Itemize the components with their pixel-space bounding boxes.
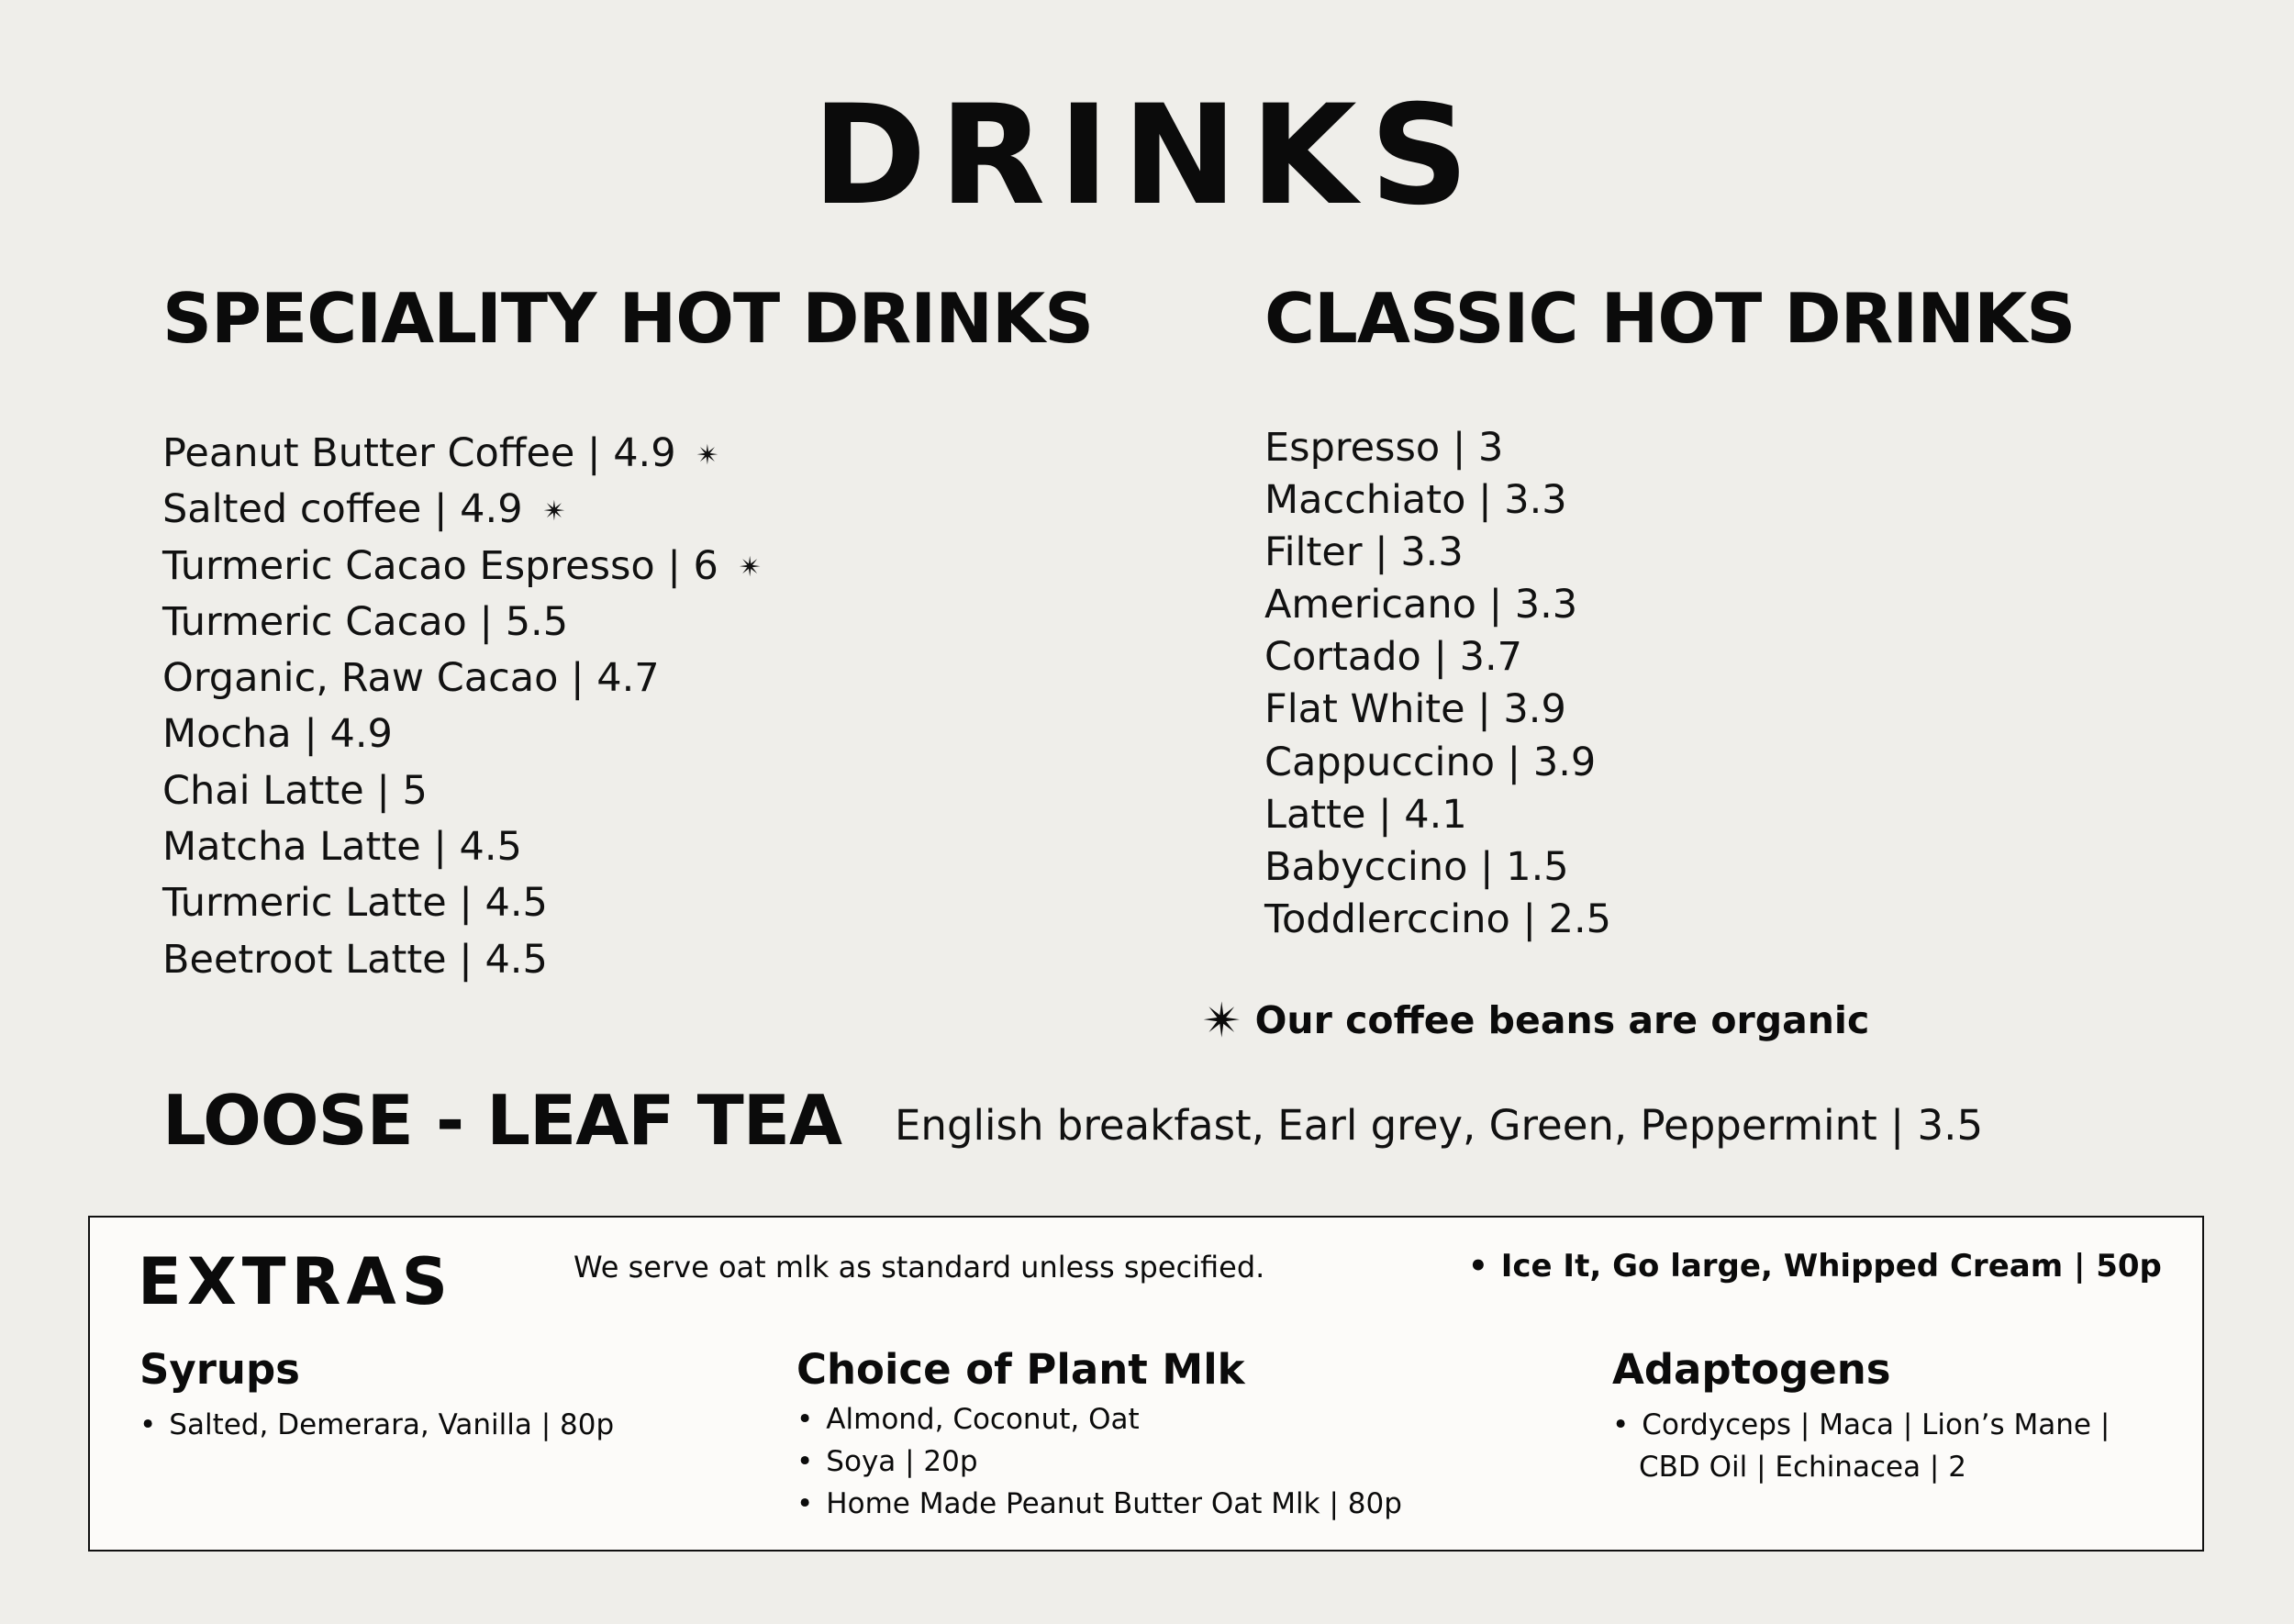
menu-item [162, 651, 762, 706]
menu-item [162, 763, 762, 819]
extras-heading: EXTRAS [138, 1244, 454, 1319]
menu-item-label: Chai Latte | 5 [162, 767, 428, 814]
list-item: • Home Made Peanut Butter Oat Mlk | 80p [796, 1483, 1402, 1525]
extras-top-bullet: • Ice It, Go large, Whipped Cream | 50p [1468, 1248, 2162, 1285]
tea-items: English breakfast, Earl grey, Green, Peppermint | 3.5 [895, 1101, 1984, 1150]
plant-milk-heading: Choice of Plant Mlk [796, 1345, 1245, 1394]
menu-item-label: Turmeric Cacao Espresso | 6 [162, 542, 718, 589]
tea-heading: LOOSE - LEAF TEA [162, 1080, 842, 1161]
syrups-list [139, 1404, 614, 1446]
menu-item: Macchiato | 3.3 [1264, 477, 1567, 524]
star-icon: ✴ [738, 551, 763, 584]
menu-item [162, 482, 762, 538]
menu-item: Espresso | 3 [1264, 425, 1504, 471]
list-item: • Soya | 20p [796, 1440, 1402, 1483]
menu-item: Flat White | 3.9 [1264, 686, 1566, 733]
menu-item [162, 706, 762, 762]
menu-item: Cortado | 3.7 [1264, 634, 1523, 681]
menu-item-label: Mocha | 4.9 [162, 711, 393, 758]
adaptogens-heading: Adaptogens [1612, 1345, 1891, 1394]
menu-item [162, 595, 762, 651]
list-item: • Cordyceps | Maca | Lion’s Mane | [1612, 1404, 2110, 1446]
star-icon: ✴ [1202, 994, 1242, 1049]
syrups-heading: Syrups [139, 1345, 300, 1394]
classic-heading: CLASSIC HOT DRINKS [1264, 278, 2076, 359]
menu-item-label: Beetroot Latte | 4.5 [162, 936, 548, 983]
star-icon: ✴ [696, 439, 719, 472]
menu-item-label: Matcha Latte | 4.5 [162, 824, 522, 871]
menu-item: Filter | 3.3 [1264, 529, 1464, 576]
organic-note [1202, 994, 1869, 1049]
classic-list [1264, 422, 1611, 946]
menu-item: Americano | 3.3 [1264, 582, 1578, 628]
menu-item [162, 539, 762, 595]
menu-item-label: Turmeric Latte | 4.5 [162, 880, 548, 927]
menu-item-label: Organic, Raw Cacao | 4.7 [162, 655, 660, 702]
list-item: CBD Oil | Echinacea | 2 [1639, 1451, 1966, 1484]
menu-item-label: Salted coffee | 4.9 [162, 486, 523, 533]
list-item: • Almond, Coconut, Oat [796, 1398, 1402, 1440]
adaptogens-list [1612, 1404, 2110, 1488]
menu-item: Babyccino | 1.5 [1264, 843, 1569, 890]
speciality-list [162, 426, 762, 988]
menu-item: Toddlerccino | 2.5 [1264, 895, 1611, 942]
menu-item: Cappuccino | 3.9 [1264, 739, 1597, 785]
menu-item-label: Turmeric Cacao | 5.5 [162, 598, 569, 645]
menu-item [162, 426, 762, 482]
menu-item [162, 819, 762, 875]
menu-item [162, 932, 762, 988]
plant-milk-list [796, 1398, 1402, 1525]
star-icon: ✴ [542, 495, 566, 528]
organic-note-text: Our coffee beans are organic [1254, 998, 1870, 1042]
menu-item [162, 875, 762, 931]
menu-item: Latte | 4.1 [1264, 791, 1467, 838]
list-item: • Salted, Demerara, Vanilla | 80p [139, 1404, 614, 1446]
page-title: DRINKS [812, 76, 1482, 236]
menu-item-label: Peanut Butter Coffee | 4.9 [162, 430, 676, 476]
speciality-heading: SPECIALITY HOT DRINKS [162, 278, 1094, 359]
oat-note: We serve oat mlk as standard unless specified. [574, 1250, 1265, 1285]
